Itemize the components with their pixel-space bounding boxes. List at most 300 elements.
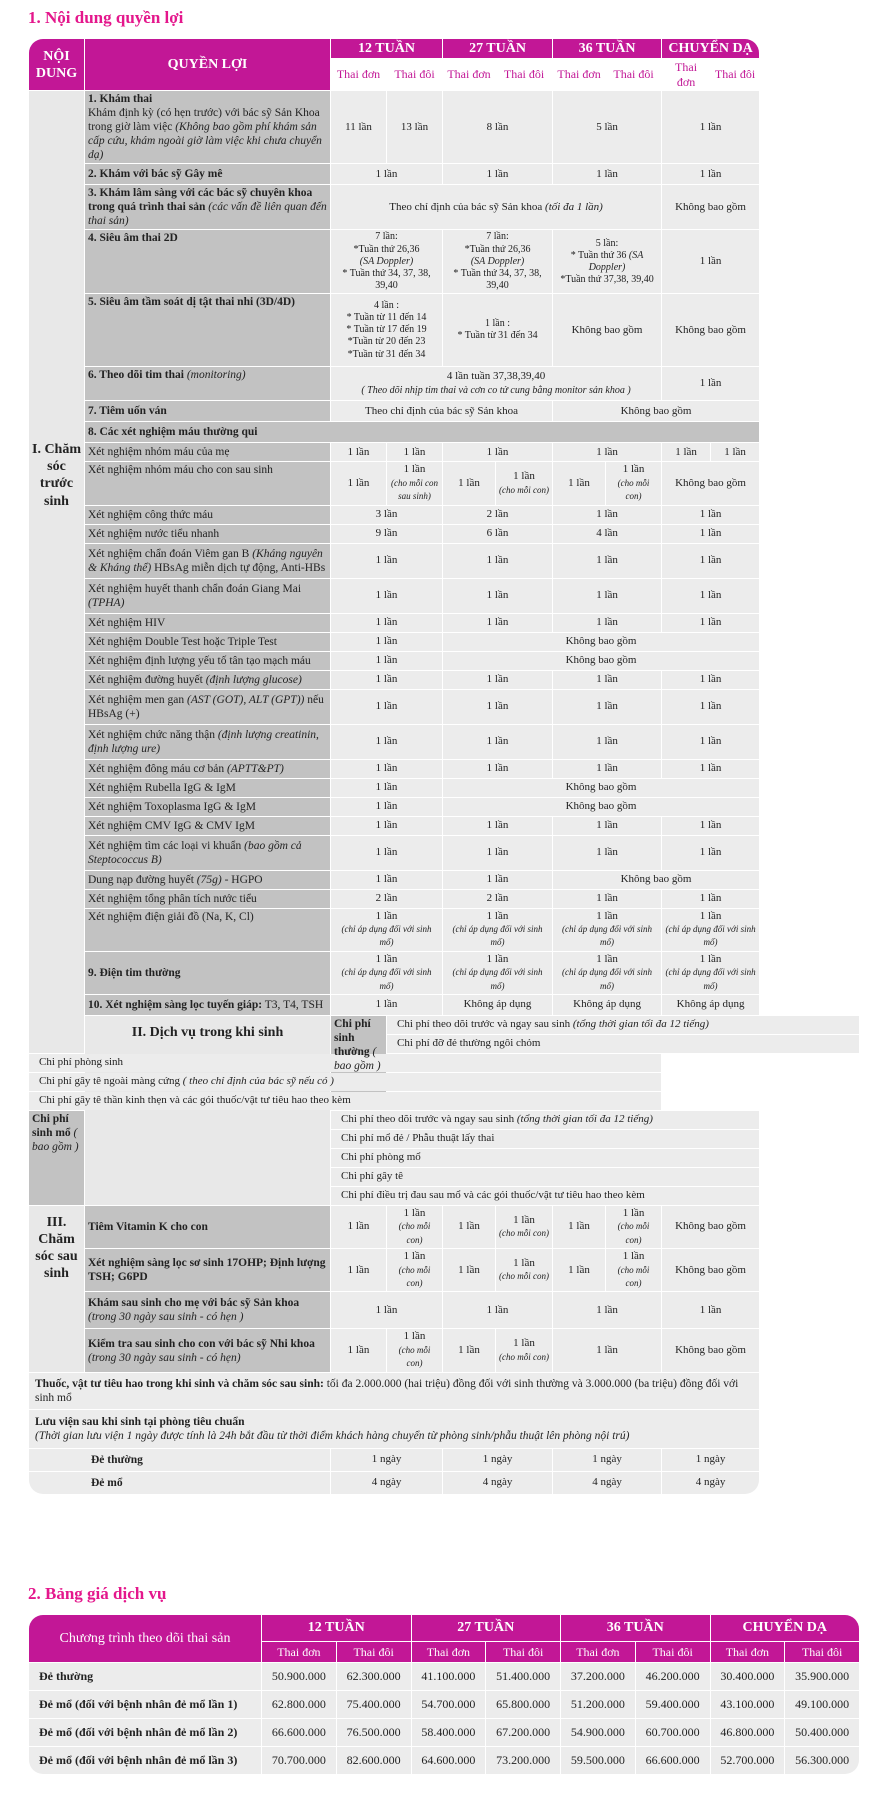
value-cell: Không áp dụng (662, 995, 759, 1015)
benefit-label (85, 671, 330, 689)
text: Xét nghiệm đường huyết (88, 673, 203, 686)
text: Chi phí gây tê ngoài màng cứng (39, 1075, 180, 1088)
text: 5 lần: (595, 237, 619, 249)
text: (các vấn đề liên quan đến thai sản) (88, 201, 327, 228)
value-cell: Theo chỉ định của bác sỹ Sản khoa (331, 401, 552, 421)
text: (cho mỗi con) (617, 1264, 650, 1289)
price-cell: 46.800.000 (711, 1719, 785, 1746)
value-cell: 4 ngày (662, 1472, 759, 1494)
benefit-label: Xét nghiệm nhóm máu của mẹ (85, 443, 330, 461)
value-cell (553, 909, 661, 951)
price-cell: 75.400.000 (337, 1691, 411, 1718)
value-cell (443, 230, 552, 293)
value-cell: 1 ngày (331, 1449, 442, 1471)
text: * Tuần thứ 36 (570, 249, 627, 261)
row-tong-phan-tich (29, 890, 859, 908)
text: Thuốc, vật tư tiêu hao trong khi sinh và chăm sóc sau sinh: (35, 1377, 324, 1390)
row-giang-mai (29, 579, 859, 613)
benefit-label (85, 1249, 330, 1291)
benefit-label (85, 367, 330, 400)
text: 1 lần (513, 470, 535, 483)
row-luu-vien-de-mo (29, 1472, 859, 1494)
stay-note (29, 1410, 759, 1448)
value-cell: Không áp dụng (553, 995, 661, 1015)
row-rubella (29, 779, 859, 797)
benefit-label (85, 995, 330, 1015)
value-cell: 1 lần (443, 1292, 552, 1328)
text: tối đa 2.000.000 (hai triệu) đồng đối với sinh thường và 3.000.000 (ba triệu) đồng đối với sinh mổ (35, 1377, 739, 1404)
service-item: Chi phí phòng mổ (331, 1149, 759, 1167)
value-cell: 1 lần (662, 890, 759, 908)
benefit-label (85, 185, 330, 229)
text: (chỉ áp dụng đối với sinh mổ) (452, 967, 543, 991)
value-cell: 1 lần (553, 690, 661, 724)
price-cell: 62.800.000 (262, 1691, 336, 1718)
value-cell: Không bao gồm (662, 1249, 759, 1291)
price-row (29, 1747, 859, 1774)
price-cell: 66.600.000 (262, 1719, 336, 1746)
value-cell: 1 lần (443, 1206, 495, 1248)
category-truoc-sinh: I. Chăm sóc trước sinh (29, 91, 84, 1053)
benefit-label (85, 164, 330, 184)
value-cell: Không áp dụng (443, 995, 552, 1015)
text: ( Theo dõi nhịp tim thai và cơn co tử cung bằng monitor sản khoa ) (361, 384, 631, 396)
value-cell: 1 lần (331, 995, 442, 1015)
value-cell: 1 lần (662, 817, 759, 835)
value-cell: 1 lần (331, 1206, 386, 1248)
text: Khám sau sinh cho mẹ với bác sỹ Sản khoa (88, 1297, 300, 1310)
value-cell: 1 lần (662, 91, 759, 163)
text: * Tuần thứ 34, 37, 38, 39,40 (342, 268, 431, 292)
text: (cho mỗi con) (499, 1228, 550, 1239)
text: (AST (GOT), ALT (GPT)) (187, 693, 305, 706)
row-double-test (29, 633, 859, 651)
text: 9. Điện tim thường (88, 966, 181, 979)
benefit-label (85, 1292, 330, 1328)
value-cell: 1 lần (662, 579, 759, 613)
value-cell: 1 lần (553, 725, 661, 759)
value-cell: 1 lần (553, 443, 661, 461)
col-header-noidung: NỘI DUNG (29, 39, 84, 90)
text: 1 lần (486, 909, 509, 922)
text: (chỉ áp dụng đối với sinh mổ) (341, 924, 432, 948)
value-cell: 9 lần (331, 525, 442, 543)
row-toxoplasma (29, 798, 859, 816)
row-uon-van (29, 401, 859, 421)
value-cell: 11 lần (331, 91, 386, 163)
col-header-27: 27 TUẦN (412, 1615, 561, 1641)
stay-label: Đẻ mổ (29, 1472, 330, 1494)
value-cell: 1 lần (553, 1206, 605, 1248)
row-nuoc-tieu-nhanh (29, 525, 859, 543)
row-tim-thai (29, 367, 859, 400)
text: Xét nghiệm chẩn đoán Viêm gan B (88, 547, 250, 560)
service-item: Chi phí đỡ đẻ thường ngôi chỏm (387, 1035, 859, 1053)
value-cell: 1 lần (662, 367, 759, 400)
text: (Không bao gồm phí khám sản cấp cứu, khám ngoài giờ làm việc khi chưa chuyển dạ) (88, 121, 322, 162)
text: 4 lần tuần 37,38,39,40 (446, 370, 546, 383)
row-dien-tim (29, 952, 859, 994)
value-cell (387, 462, 442, 504)
price-cell: 41.100.000 (412, 1663, 486, 1690)
text: 7 lần: (486, 231, 509, 243)
value-cell: Không bao gồm (662, 1206, 759, 1248)
benefit-label (85, 690, 330, 724)
row-tuyen-giap (29, 995, 859, 1015)
text: ( theo chỉ định của bác sỹ nếu có ) (182, 1075, 334, 1088)
value-cell: 1 lần (331, 614, 442, 632)
value-cell: 1 lần (662, 1292, 759, 1328)
text: *Tuần thứ 37,38, 39,40 (560, 274, 654, 286)
value-cell: Không bao gồm (662, 185, 759, 229)
value-cell (606, 462, 661, 504)
row-kham-lam-sang (29, 185, 859, 229)
value-cell: 1 lần (662, 506, 759, 524)
value-cell: 1 lần (443, 1329, 495, 1371)
text: (monitoring) (186, 369, 246, 382)
text: 3. Khám lâm sàng với các bác sỹ chuyên khoa trong quá trình thai sản (88, 187, 313, 214)
text: 5. Siêu âm tầm soát dị tật thai nhi (3D/4D) (88, 296, 296, 309)
value-cell: 1 lần (331, 760, 442, 778)
row-hiv (29, 614, 859, 632)
value-cell: 13 lần (387, 91, 442, 163)
benefit-label: Xét nghiệm định lượng yếu tố tân tạo mạch máu (85, 652, 330, 670)
value-cell (331, 909, 442, 951)
text: 1 lần (375, 952, 398, 965)
value-cell: 1 lần (331, 1292, 442, 1328)
text: (định lượng creatinin, định lượng ure) (88, 728, 319, 755)
header-row (29, 39, 859, 58)
text: (SA Doppler) (470, 255, 525, 267)
benefit-label (85, 1206, 330, 1248)
value-cell: 1 lần (331, 836, 442, 870)
text: 1. Khám thai (88, 93, 153, 106)
value-cell: 1 lần (443, 671, 552, 689)
text: (cho mỗi con) (617, 1221, 650, 1245)
benefit-label: Xét nghiệm công thức máu (85, 506, 330, 524)
price-cell: 54.900.000 (561, 1719, 635, 1746)
value-cell: 1 lần (331, 462, 386, 504)
text: (chỉ áp dụng đối với sinh mổ) (452, 924, 543, 948)
value-cell (496, 1206, 552, 1248)
benefit-label (85, 836, 330, 870)
value-cell: 1 lần (553, 1329, 661, 1371)
value-cell: 1 lần (331, 871, 442, 889)
col-header-36: 36 TUẦN (561, 1615, 710, 1641)
value-cell: 1 lần (553, 1292, 661, 1328)
benefit-label (85, 725, 330, 759)
benefit-label (85, 401, 330, 421)
value-cell: 1 lần (387, 443, 442, 461)
price-cell: 65.800.000 (486, 1691, 560, 1718)
value-cell: 1 lần (331, 652, 442, 670)
value-cell (496, 1249, 552, 1291)
value-cell: 1 lần (662, 690, 759, 724)
stay-label: Đẻ thường (29, 1449, 330, 1471)
row-luu-vien (29, 1410, 859, 1448)
price-cell: 43.100.000 (711, 1691, 785, 1718)
row-cong-thuc-mau (29, 506, 859, 524)
section-label (85, 422, 759, 442)
text: (Thời gian lưu viện 1 ngày được tính là 24h bắt đầu từ thời điểm khách hàng chuyển từ phòng sinh/phẫu thuật lên phòng nội trú) (35, 1429, 630, 1442)
value-cell: Không bao gồm (553, 871, 759, 889)
value-cell: 2 lần (443, 506, 552, 524)
col-header-12: 12 TUẦN (262, 1615, 411, 1641)
value-cell (553, 952, 661, 994)
text: nếu HBsAg (+) (88, 693, 324, 720)
text: Chi phí theo dõi trước và ngay sau sinh (397, 1018, 571, 1031)
price-cell: 76.500.000 (337, 1719, 411, 1746)
section-title-price: 2. Bảng giá dịch vụ (28, 1584, 167, 1603)
price-cell: 73.200.000 (486, 1747, 560, 1774)
value-cell: 1 lần (662, 544, 759, 578)
value-cell: 1 lần (443, 836, 552, 870)
price-cell: 59.400.000 (636, 1691, 710, 1718)
text: 1 lần (403, 1207, 426, 1220)
price-cell: 46.200.000 (636, 1663, 710, 1690)
price-cell: 51.400.000 (486, 1663, 560, 1690)
text: 1 lần (513, 1213, 535, 1226)
price-cell: 50.400.000 (785, 1719, 859, 1746)
text: (bao gồm cả Steptococcus B) (88, 839, 302, 866)
price-cell: 50.900.000 (262, 1663, 336, 1690)
text: Khám định kỳ (có hẹn trước) với bác sỹ Sản Khoa trong giờ làm việc (88, 107, 320, 134)
value-cell: 4 lần (553, 525, 661, 543)
text: T3, T4, TSH (264, 999, 324, 1012)
row-nhom-mau-me (29, 443, 859, 461)
value-cell: 1 lần (443, 871, 552, 889)
category-sau-sinh: III. Chăm sóc sau sinh (29, 1206, 84, 1372)
sub-thai-don: Thai đơn (262, 1642, 336, 1662)
text: (APTT&PT) (226, 762, 284, 775)
price-cell: 62.300.000 (337, 1663, 411, 1690)
value-cell: 1 lần (331, 544, 442, 578)
text: Tiêm Vitamin K cho con (88, 1221, 208, 1234)
text: 1 lần (486, 952, 509, 965)
text: 1 lần : (485, 318, 511, 330)
text: * Tuần từ 11 đến 14 (346, 312, 427, 324)
value-cell: 3 lần (331, 506, 442, 524)
text: Dung nạp đường huyết (88, 873, 194, 886)
text: (chỉ áp dụng đối với sinh mổ) (665, 924, 756, 948)
sub-thai-don: Thai đơn (443, 59, 495, 90)
text: Xét nghiệm men gan (88, 693, 185, 706)
benefit-label: Xét nghiệm HIV (85, 614, 330, 632)
value-cell: 1 lần (553, 836, 661, 870)
text: ( bao gồm ) (334, 1046, 381, 1073)
benefit-label: Xét nghiệm Rubella IgG & IgM (85, 779, 330, 797)
text: Xét nghiệm huyết thanh chẩn đoán Giang Mai (88, 582, 302, 595)
text: Lưu viện sau khi sinh tại phòng tiêu chuẩn (35, 1415, 245, 1428)
value-cell: 1 lần (443, 443, 552, 461)
text: (cho mỗi con) (499, 484, 550, 495)
value-cell (387, 1249, 442, 1291)
col-header-chuyenda: CHUYỂN DẠ (711, 1615, 860, 1641)
text: (tối đa 1 lần) (545, 200, 603, 213)
text: 1 lần (403, 1250, 426, 1263)
value-cell: Không bao gồm (662, 294, 759, 366)
value-cell: 1 lần (711, 443, 759, 461)
text: (tổng thời gian tối đa 12 tiếng) (516, 1113, 653, 1126)
price-cell: 66.600.000 (636, 1747, 710, 1774)
text: ( bao gồm ) (32, 1127, 79, 1154)
text: 7. Tiêm uốn ván (88, 405, 167, 418)
text: (TPHA) (88, 596, 125, 609)
col-header-12: 12 TUẦN (331, 39, 442, 58)
text: * Tuần thứ 34, 37, 38, 39,40 (453, 268, 542, 292)
value-cell: 1 ngày (553, 1449, 661, 1471)
sub-thai-don: Thai đơn (553, 59, 605, 90)
category-trong-sinh: II. Dịch vụ trong khi sinh (85, 1016, 330, 1205)
benefit-label (85, 544, 330, 578)
benefit-label (85, 579, 330, 613)
value-cell (331, 230, 442, 293)
row-kham-me-sau-sinh (29, 1292, 859, 1328)
text: (trong 30 ngày sau sinh - có hẹn) (88, 1351, 241, 1364)
text: (định lượng glucose) (205, 673, 302, 686)
value-cell: 1 lần (331, 725, 442, 759)
value-cell: 1 lần (443, 462, 495, 504)
text: *Tuần thứ 26,36 (353, 243, 420, 255)
text: 4. Siêu âm thai 2D (88, 232, 178, 245)
value-cell: 4 ngày (553, 1472, 661, 1494)
value-cell: Không bao gồm (662, 462, 759, 504)
price-row-label: Đẻ thường (29, 1663, 261, 1690)
value-cell: Không bao gồm (553, 294, 661, 366)
value-cell: 1 lần (443, 164, 552, 184)
value-cell: 1 lần (553, 506, 661, 524)
text: (SA Doppler) (359, 255, 414, 267)
price-cell: 30.400.000 (711, 1663, 785, 1690)
value-cell: Không bao gồm (553, 401, 759, 421)
value-cell: 1 lần (331, 579, 442, 613)
value-cell: Không bao gồm (443, 652, 759, 670)
text: (cho mỗi con) (499, 1351, 550, 1362)
value-cell: 1 lần (443, 579, 552, 613)
text: Chi phí sinh thường (334, 1018, 371, 1059)
value-cell: 1 lần (662, 760, 759, 778)
text: (chỉ áp dụng đối với sinh mổ) (665, 967, 756, 991)
value-cell: 1 lần (443, 760, 552, 778)
sub-thai-doi: Thai đôi (711, 59, 759, 90)
value-cell: 1 lần (331, 671, 442, 689)
row-dien-giai (29, 909, 859, 951)
text: 1 lần (596, 909, 618, 922)
value-cell: 1 lần (553, 890, 661, 908)
value-cell: 1 lần (553, 164, 661, 184)
text: 8. Các xét nghiệm máu thường qui (88, 426, 258, 439)
text: Theo chỉ định của bác sỹ Sản khoa (389, 200, 543, 213)
value-cell (331, 185, 661, 229)
value-cell: 1 lần (443, 1249, 495, 1291)
benefit-label: Xét nghiệm tổng phân tích nước tiểu (85, 890, 330, 908)
value-cell (443, 952, 552, 994)
value-cell: 1 lần (553, 760, 661, 778)
row-sieu-am-2d (29, 230, 859, 293)
value-cell: 1 lần (443, 544, 552, 578)
value-cell: Không bao gồm (443, 633, 759, 651)
text: 4 lần : (374, 299, 399, 311)
sub-thai-doi: Thai đôi (496, 59, 552, 90)
text: (chỉ áp dụng đối với sinh mổ) (562, 967, 653, 991)
text: (cho mỗi con) (617, 477, 650, 502)
text: * Tuần từ 17 đến 19 (346, 324, 427, 336)
sub-thai-don: Thai đơn (711, 1642, 785, 1662)
text: (75g) (196, 873, 222, 886)
text: (cho mỗi con) (398, 1344, 431, 1369)
value-cell (606, 1249, 661, 1291)
text: 1 lần (403, 463, 426, 476)
benefit-label (85, 91, 330, 163)
benefit-label (85, 952, 330, 994)
value-cell: 1 lần (443, 725, 552, 759)
text: (tổng thời gian tối đa 12 tiếng) (572, 1018, 709, 1031)
benefit-label (85, 230, 330, 293)
text: Kiểm tra sau sinh cho con với bác sỹ Nhi khoa (88, 1337, 315, 1350)
value-cell: 1 lần (662, 164, 759, 184)
price-row (29, 1691, 859, 1718)
text: 10. Xét nghiệm sàng lọc tuyến giáp: (88, 999, 263, 1012)
col-header-quyenloi: QUYỀN LỢI (85, 39, 330, 90)
text: 1 lần (622, 463, 645, 476)
text: (cho mỗi con) (398, 1264, 431, 1289)
text: 6. Theo dõi tim thai (88, 369, 184, 382)
row-sieu-am-3d (29, 294, 859, 366)
price-cell: 59.500.000 (561, 1747, 635, 1774)
value-cell: 1 lần (662, 836, 759, 870)
value-cell (443, 909, 552, 951)
value-cell (331, 294, 442, 366)
value-cell: 1 lần (662, 443, 710, 461)
price-cell: 54.700.000 (412, 1691, 486, 1718)
value-cell (662, 909, 759, 951)
sub-thai-doi: Thai đôi (606, 59, 661, 90)
value-cell (553, 230, 661, 293)
row-kham-thai (29, 91, 859, 163)
value-cell: 1 lần (331, 443, 386, 461)
sub-thai-doi: Thai đôi (387, 59, 442, 90)
text: (Kháng nguyên & Kháng thể) (88, 547, 323, 574)
col-header-27: 27 TUẦN (443, 39, 552, 58)
value-cell: 1 lần (331, 633, 442, 651)
value-cell: 1 lần (443, 817, 552, 835)
price-cell: 67.200.000 (486, 1719, 560, 1746)
row-duong-huyet (29, 671, 859, 689)
value-cell: 2 lần (443, 890, 552, 908)
text: (chỉ áp dụng đối với sinh mổ) (341, 967, 432, 991)
price-cell: 49.100.000 (785, 1691, 859, 1718)
benefit-label: Xét nghiệm nước tiểu nhanh (85, 525, 330, 543)
benefit-label (29, 1111, 84, 1205)
text: 1 lần (513, 1337, 535, 1350)
value-cell: 1 lần (662, 671, 759, 689)
value-cell: 1 lần (331, 1329, 386, 1371)
service-item: Chi phí gây tê thần kinh thẹn và các gói thuốc/vật tư tiêu hao theo kèm (29, 1092, 661, 1110)
price-table (28, 1614, 860, 1775)
text: *Tuần từ 31 đến 34 (347, 348, 426, 360)
text: Chi phí theo dõi trước và ngay sau sinh (341, 1113, 515, 1126)
value-cell: 1 lần (553, 462, 605, 504)
value-cell: Không bao gồm (662, 1329, 759, 1371)
value-cell: 1 lần (553, 544, 661, 578)
value-cell: 1 lần (443, 690, 552, 724)
price-row-label: Đẻ mổ (đối với bệnh nhân đẻ mổ lần 2) (29, 1719, 261, 1746)
benefit-label: Xét nghiệm Toxoplasma IgG & IgM (85, 798, 330, 816)
row-hgpo (29, 871, 859, 889)
text: 1 lần (513, 1256, 535, 1269)
value-cell (496, 462, 552, 504)
price-cell: 52.700.000 (711, 1747, 785, 1774)
